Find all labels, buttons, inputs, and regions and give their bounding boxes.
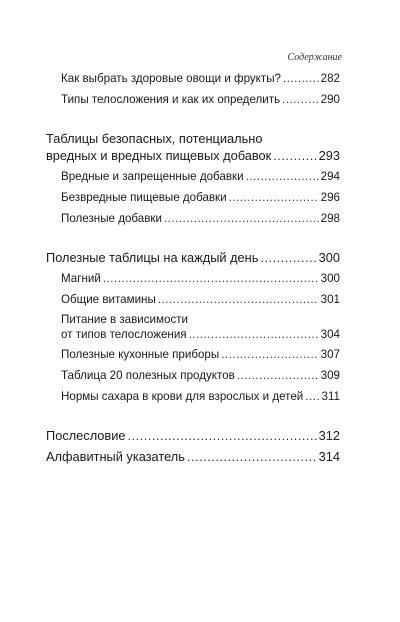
toc-entry-title: Как выбрать здоровые овощи и фрукты?	[61, 72, 281, 85]
toc-entry[interactable]	[46, 189, 340, 206]
toc-entry-page: 309	[320, 369, 340, 382]
toc-section-page: 300	[318, 250, 340, 265]
toc-entry[interactable]	[46, 346, 340, 363]
dot-leader	[283, 70, 319, 87]
toc-entry[interactable]	[46, 388, 340, 405]
toc-entry[interactable]	[46, 210, 340, 227]
toc-section-title: Послесловие	[46, 428, 126, 443]
toc-entry-page: 294	[320, 170, 340, 183]
dot-leader	[246, 168, 319, 185]
toc-section-page: 293	[318, 148, 340, 163]
toc-entry[interactable]	[46, 168, 340, 185]
toc-section[interactable]	[46, 448, 340, 465]
toc-entry[interactable]	[46, 291, 340, 308]
dot-leader	[229, 189, 319, 206]
toc-entry-title: Безвредные пищевые добавки	[61, 191, 227, 204]
toc-section-title: Полезные таблицы на каждый день	[46, 250, 259, 265]
dot-leader	[282, 91, 319, 108]
dot-leader	[158, 291, 319, 308]
toc-entry[interactable]	[46, 270, 340, 287]
toc-entry-title: Полезные добавки	[61, 212, 162, 225]
toc-entry-title: Нормы сахара в крови для взрослых и детей	[61, 390, 304, 403]
toc-entry-page: 300	[320, 272, 340, 285]
dot-leader	[237, 367, 319, 384]
toc-entry[interactable]	[46, 367, 340, 384]
dot-leader	[305, 388, 319, 405]
toc-entry-page: 301	[320, 293, 340, 306]
toc-entry[interactable]	[46, 70, 340, 87]
toc-entry-title: Типы телосложения и как их определить	[61, 93, 281, 106]
dot-leader	[164, 210, 319, 227]
toc-entry-page: 311	[321, 390, 340, 403]
toc-section[interactable]	[46, 130, 340, 164]
toc-section-title-line1: Таблицы безопасных, потенциально	[46, 131, 263, 146]
toc-entry[interactable]	[46, 312, 340, 342]
toc-entry-title: от типов телосложения	[61, 328, 187, 341]
toc-entry-title: Магний	[61, 272, 101, 285]
dot-leader	[128, 427, 317, 444]
toc-entry-title: Таблица 20 полезных продуктов	[61, 369, 235, 382]
toc-section[interactable]	[46, 249, 340, 266]
toc-section-page: 314	[318, 449, 340, 464]
toc-section-title: Алфавитный указатель	[46, 449, 185, 464]
dot-leader	[221, 346, 318, 363]
dot-leader	[273, 147, 316, 164]
dot-leader	[189, 327, 319, 342]
toc-section-title: вредных и вредных пищевых добавок	[46, 148, 272, 163]
toc-section[interactable]	[46, 427, 340, 444]
toc-entry-page: 307	[320, 348, 340, 361]
toc-entry-page: 296	[320, 191, 340, 204]
dot-leader	[260, 249, 316, 266]
toc-entry-page: 282	[320, 72, 340, 85]
toc-entry-page: 304	[320, 328, 340, 341]
table-of-contents	[46, 70, 340, 465]
toc-section-page: 312	[318, 428, 340, 443]
dot-leader	[187, 448, 317, 465]
dot-leader	[103, 270, 319, 287]
toc-entry[interactable]	[46, 91, 340, 108]
toc-entry-title: Полезные кухонные приборы	[61, 348, 220, 361]
toc-entry-title: Вредные и запрещенные добавки	[61, 170, 244, 183]
toc-entry-page: 298	[320, 212, 340, 225]
toc-entry-title-line1: Питание в зависимости	[61, 313, 189, 326]
toc-entry-title: Общие витамины	[61, 293, 156, 306]
running-head: Содержание	[287, 52, 342, 63]
toc-entry-page: 290	[320, 93, 340, 106]
